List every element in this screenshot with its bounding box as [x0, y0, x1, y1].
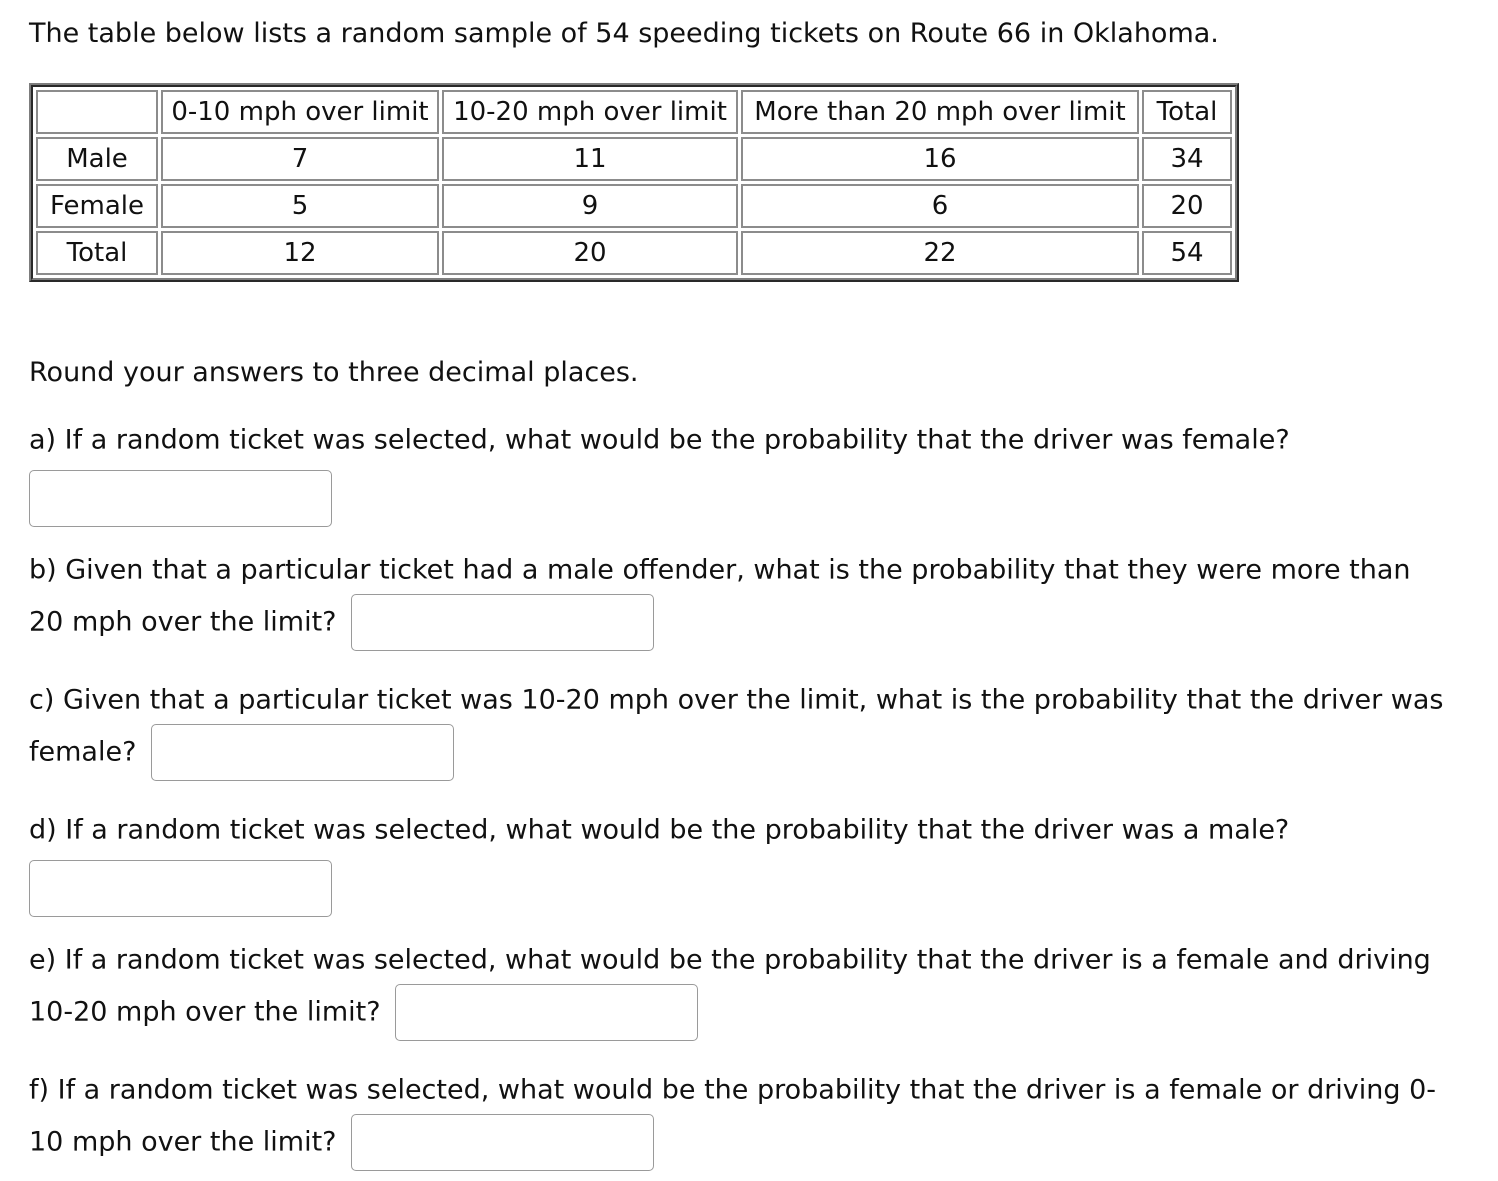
answer-d-input[interactable] [29, 860, 332, 917]
table-row [36, 231, 1232, 275]
table-header-cell: 0-10 mph over limit [161, 90, 439, 134]
table-row [36, 184, 1232, 228]
table-header-row [36, 90, 1232, 134]
question-e [29, 937, 1449, 1041]
rounding-instruction: Round your answers to three decimal places. [29, 357, 639, 388]
question-b-text: b) Given that a particular ticket had a male offender, what is the probability that they were more than 20 mph over the limit? [29, 554, 1411, 637]
table-cell: 34 [1142, 137, 1232, 181]
answer-f-input[interactable] [351, 1114, 654, 1171]
answer-b-input[interactable] [351, 594, 654, 651]
question-c-text: c) Given that a particular ticket was 10-20 mph over the limit, what is the probability that the driver was female? [29, 684, 1444, 767]
table-header-cell: Total [1142, 90, 1232, 134]
table-cell: 16 [741, 137, 1139, 181]
table-header-cell [36, 90, 158, 134]
table-cell: 20 [442, 231, 738, 275]
question-d-text: d) If a random ticket was selected, what would be the probability that the driver was a male? [29, 814, 1290, 846]
question-d [29, 807, 1449, 917]
table-row-label: Female [36, 184, 158, 228]
table-cell: 11 [442, 137, 738, 181]
answer-c-input[interactable] [151, 724, 454, 781]
table-cell: 5 [161, 184, 439, 228]
question-f [29, 1067, 1449, 1171]
answer-a-input[interactable] [29, 470, 332, 527]
table-cell: 54 [1142, 231, 1232, 275]
speeding-tickets-table [29, 83, 1239, 282]
table-header-cell: More than 20 mph over limit [741, 90, 1139, 134]
table-cell: 9 [442, 184, 738, 228]
table-cell: 7 [161, 137, 439, 181]
answer-e-input[interactable] [395, 984, 698, 1041]
table-cell: 22 [741, 231, 1139, 275]
question-a [29, 417, 1449, 527]
question-e-text: e) If a random ticket was selected, what would be the probability that the driver is a female and driving 10-20 mph over the limit? [29, 944, 1431, 1027]
question-a-text: a) If a random ticket was selected, what would be the probability that the driver was female? [29, 424, 1290, 456]
table-cell: 12 [161, 231, 439, 275]
intro-text: The table below lists a random sample of 54 speeding tickets on Route 66 in Oklahoma. [29, 18, 1219, 49]
question-f-text: f) If a random ticket was selected, what would be the probability that the driver is a female or driving 0-10 mph over the limit? [29, 1074, 1437, 1157]
table-header-cell: 10-20 mph over limit [442, 90, 738, 134]
question-c [29, 677, 1449, 781]
question-b [29, 547, 1449, 651]
table-cell: 20 [1142, 184, 1232, 228]
table-row-label: Total [36, 231, 158, 275]
table-row-label: Male [36, 137, 158, 181]
table-row [36, 137, 1232, 181]
table-cell: 6 [741, 184, 1139, 228]
